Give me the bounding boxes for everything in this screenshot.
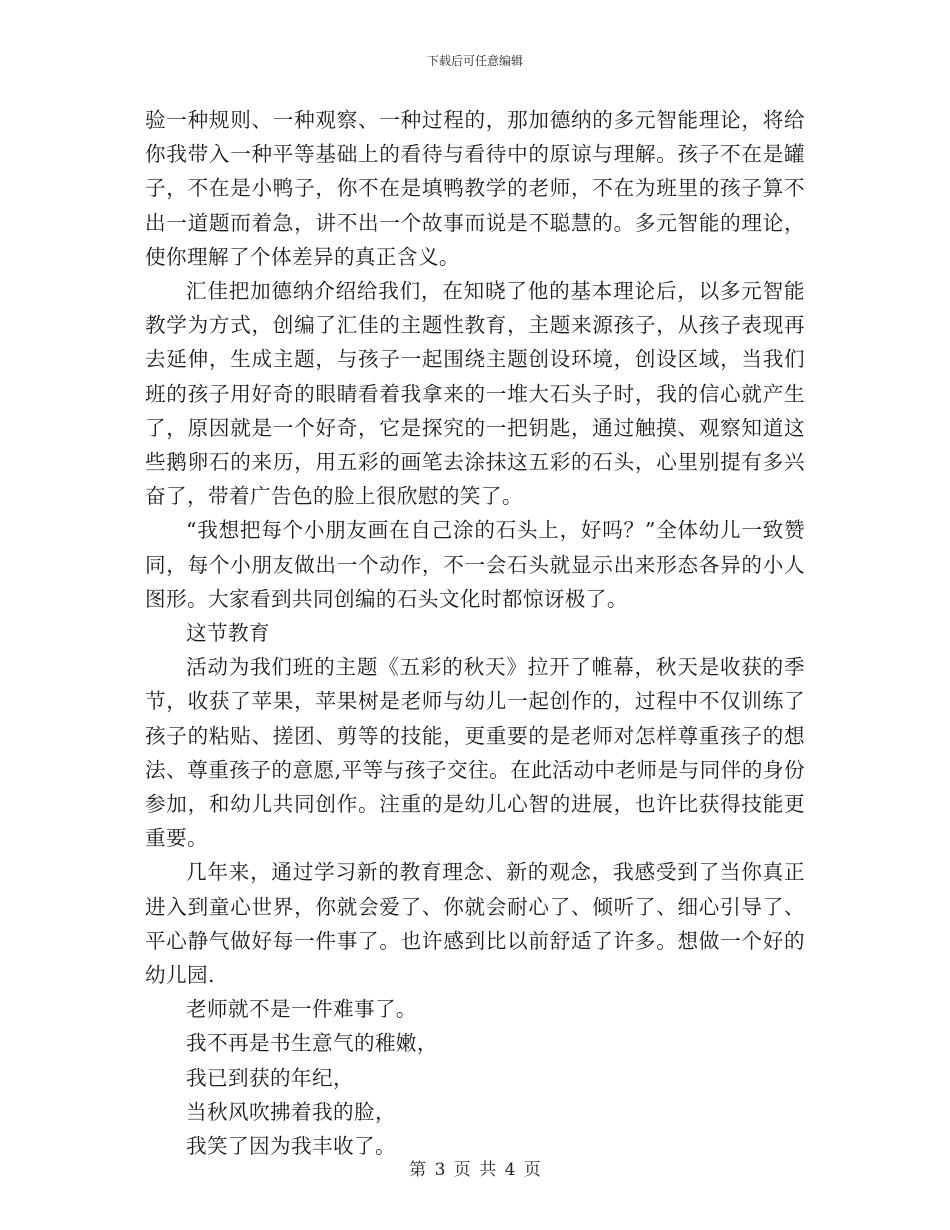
poem-line-2: 我不再是书生意气的稚嫩，: [186, 1031, 438, 1056]
poem-line-3: 我已到获的年纪，: [186, 1065, 354, 1090]
poem-line-5: 我笑了因为我丰收了。: [186, 1134, 396, 1159]
poem-line-1: 老师就不是一件难事了。: [186, 997, 417, 1022]
paragraph-short-heading: 这节教育: [186, 621, 270, 646]
page-number-footer: 第 3 页 共 4 页: [409, 1160, 541, 1180]
paragraph-huijia: 汇佳把加德纳介绍给我们，在知晓了他的基本理论后，以多元智能教学为方式，创编了汇佳的主题性教育，主题来源孩子，从孩子表现再去延伸，生成主题，与孩子一起围绕主题创设环境，创设区域，当我们班的孩子用好奇的眼睛看着我拿来的一堆大石头子时，我的信心就产生了，原因就是一个好奇，它是探究的一把钥匙，通过触摸、观察知道这些鹅卵石的来历，用五彩的画笔去涂抹这五彩的石头，心里别提有多兴奋了，带着广告色的脸上很欣慰的笑了。: [145, 279, 805, 509]
paragraph-reflection: 几年来，通过学习新的教育理念、新的观念，我感受到了当你真正进入到童心世界，你就会爱了、你就会耐心了、倾听了、细心引导了、平心静气做好每一件事了。也许感到比以前舒适了许多。想做一个好的幼儿园.: [145, 860, 805, 988]
document-body: [145, 103, 805, 1163]
paragraph-continuation: 验一种规则、一种观察、一种过程的，那加德纳的多元智能理论，将给你我带入一种平等基础上的看待与看待中的原谅与理解。孩子不在是罐子，不在是小鸭子，你不在是填鸭教学的老师，不在为班里的孩子算不出一道题而着急，讲不出一个故事而说是不聪慧的。多元智能的理论，使你理解了个体差异的真正含义。: [145, 108, 805, 269]
paragraph-activity: 活动为我们班的主题《五彩的秋天》拉开了帷幕，秋天是收获的季节，收获了苹果，苹果树是老师与幼儿一起创作的，过程中不仅训练了孩子的粘贴、搓团、剪等的技能，更重要的是老师对怎样尊重孩子的想法、尊重孩子的意愿,平等与孩子交往。在此活动中老师是与同伴的身份参加，和幼儿共同创作。注重的是幼儿心智的进展，也许比获得技能更重要。: [145, 655, 805, 851]
paragraph-quote: “我想把每个小朋友画在自己涂的石头上，好吗？”全体幼儿一致赞同，每个小朋友做出一个动作，不一会石头就显示出来形态各异的小人图形。大家看到共同创编的石头文化时都惊讶极了。: [145, 518, 805, 611]
page-header-note: 下载后可任意编辑: [426, 54, 523, 68]
poem-line-4: 当秋风吹拂着我的脸，: [186, 1099, 396, 1124]
